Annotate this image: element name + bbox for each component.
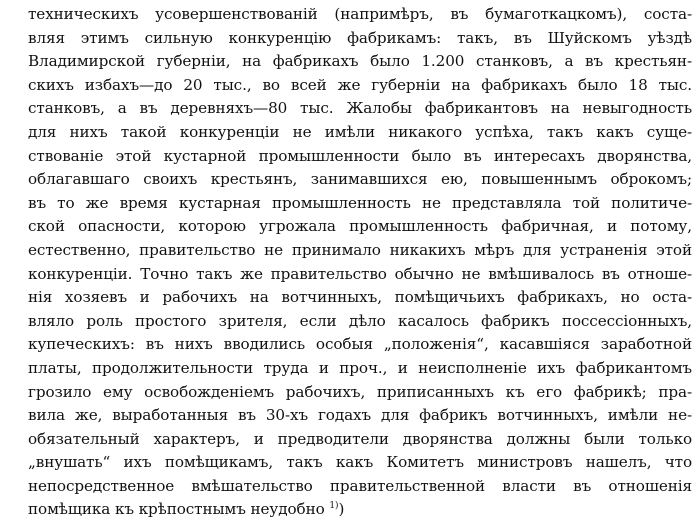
text-line-1: техническихъ усовершенствованій (напримѣръ, въ бумаготкацкомъ), соста- [28,5,692,23]
text-line-15: купеческихъ: въ нихъ вводились особыя „положенія“, касавшіяся заработной [28,335,692,354]
text-line-21: непосредственное вмѣшательство правительственной власти въ отношенія [28,476,692,495]
footnote-mark: 1) [329,501,339,512]
text-line-20: „внушать“ ихъ помѣщикамъ, такъ какъ Комитетъ министровъ нашелъ, что [28,453,692,472]
text-line-13: нія хозяевъ и рабочихъ на вотчинныхъ, помѣщичьихъ фабрикахъ, но оста- [28,288,692,307]
text-line-5: станковъ, а въ деревняхъ—80 тыс. Жалобы фабрикантовъ на невыгодность [28,99,692,118]
text-line-10: ской опасности, которою угрожала промышленность фабричная, и потому, [28,217,692,236]
text-line-18: вила же, выработанныя въ 30-хъ годахъ для фабрикъ вотчинныхъ, имѣли не- [28,406,692,425]
text-line-4: скихъ избахъ—до 20 тыс., во всей же губерніи на фабрикахъ было 18 тыс. [28,75,692,94]
text-line-17: грозило ему освобожденіемъ рабочихъ, приписанныхъ къ его фабрикѣ; пра- [28,382,692,401]
text-line-11: естественно, правительство не принимало никакихъ мѣръ для устраненія этой [28,240,692,259]
text-line-2: вляя этимъ сильную конкуренцію фабрикамъ: такъ, въ Шуйскомъ уѣздѣ [28,28,692,47]
text-line-9: въ то же время кустарная промышленность не представляла той политиче- [28,193,692,212]
closing-paren: ) [338,500,345,519]
text-line-12: конкуренціи. Точно такъ же правительство обычно не вмѣшивалось въ отноше- [28,264,692,283]
text-line-19: обязательный характеръ, и предводители дворянства должны были только [28,429,692,448]
text-line-16: платы, продолжительности труда и проч., и неисполненіе ихъ фабрикантомъ [28,358,692,377]
text-line-14: вляло роль простого зрителя, если дѣло касалось фабрикъ поссессіонныхъ, [28,311,692,330]
text-line-6: для нихъ такой конкуренціи не имѣли никакого успѣха, такъ какъ суще- [28,122,692,141]
paragraph [28,3,692,522]
text-line-7: ствованіе этой кустарной промышленности было въ интересахъ дворянства, [28,146,692,165]
text-line-22-body: помѣщика къ крѣпостнымъ неудобно [28,500,325,519]
text-line-3: Владимирской губерніи, на фабрикахъ было 1.200 станковъ, а въ крестьян- [28,52,692,71]
text-line-8: облагавшаго своихъ крестьянъ, занимавшихся ею, повышеннымъ оброкомъ; [28,170,692,189]
